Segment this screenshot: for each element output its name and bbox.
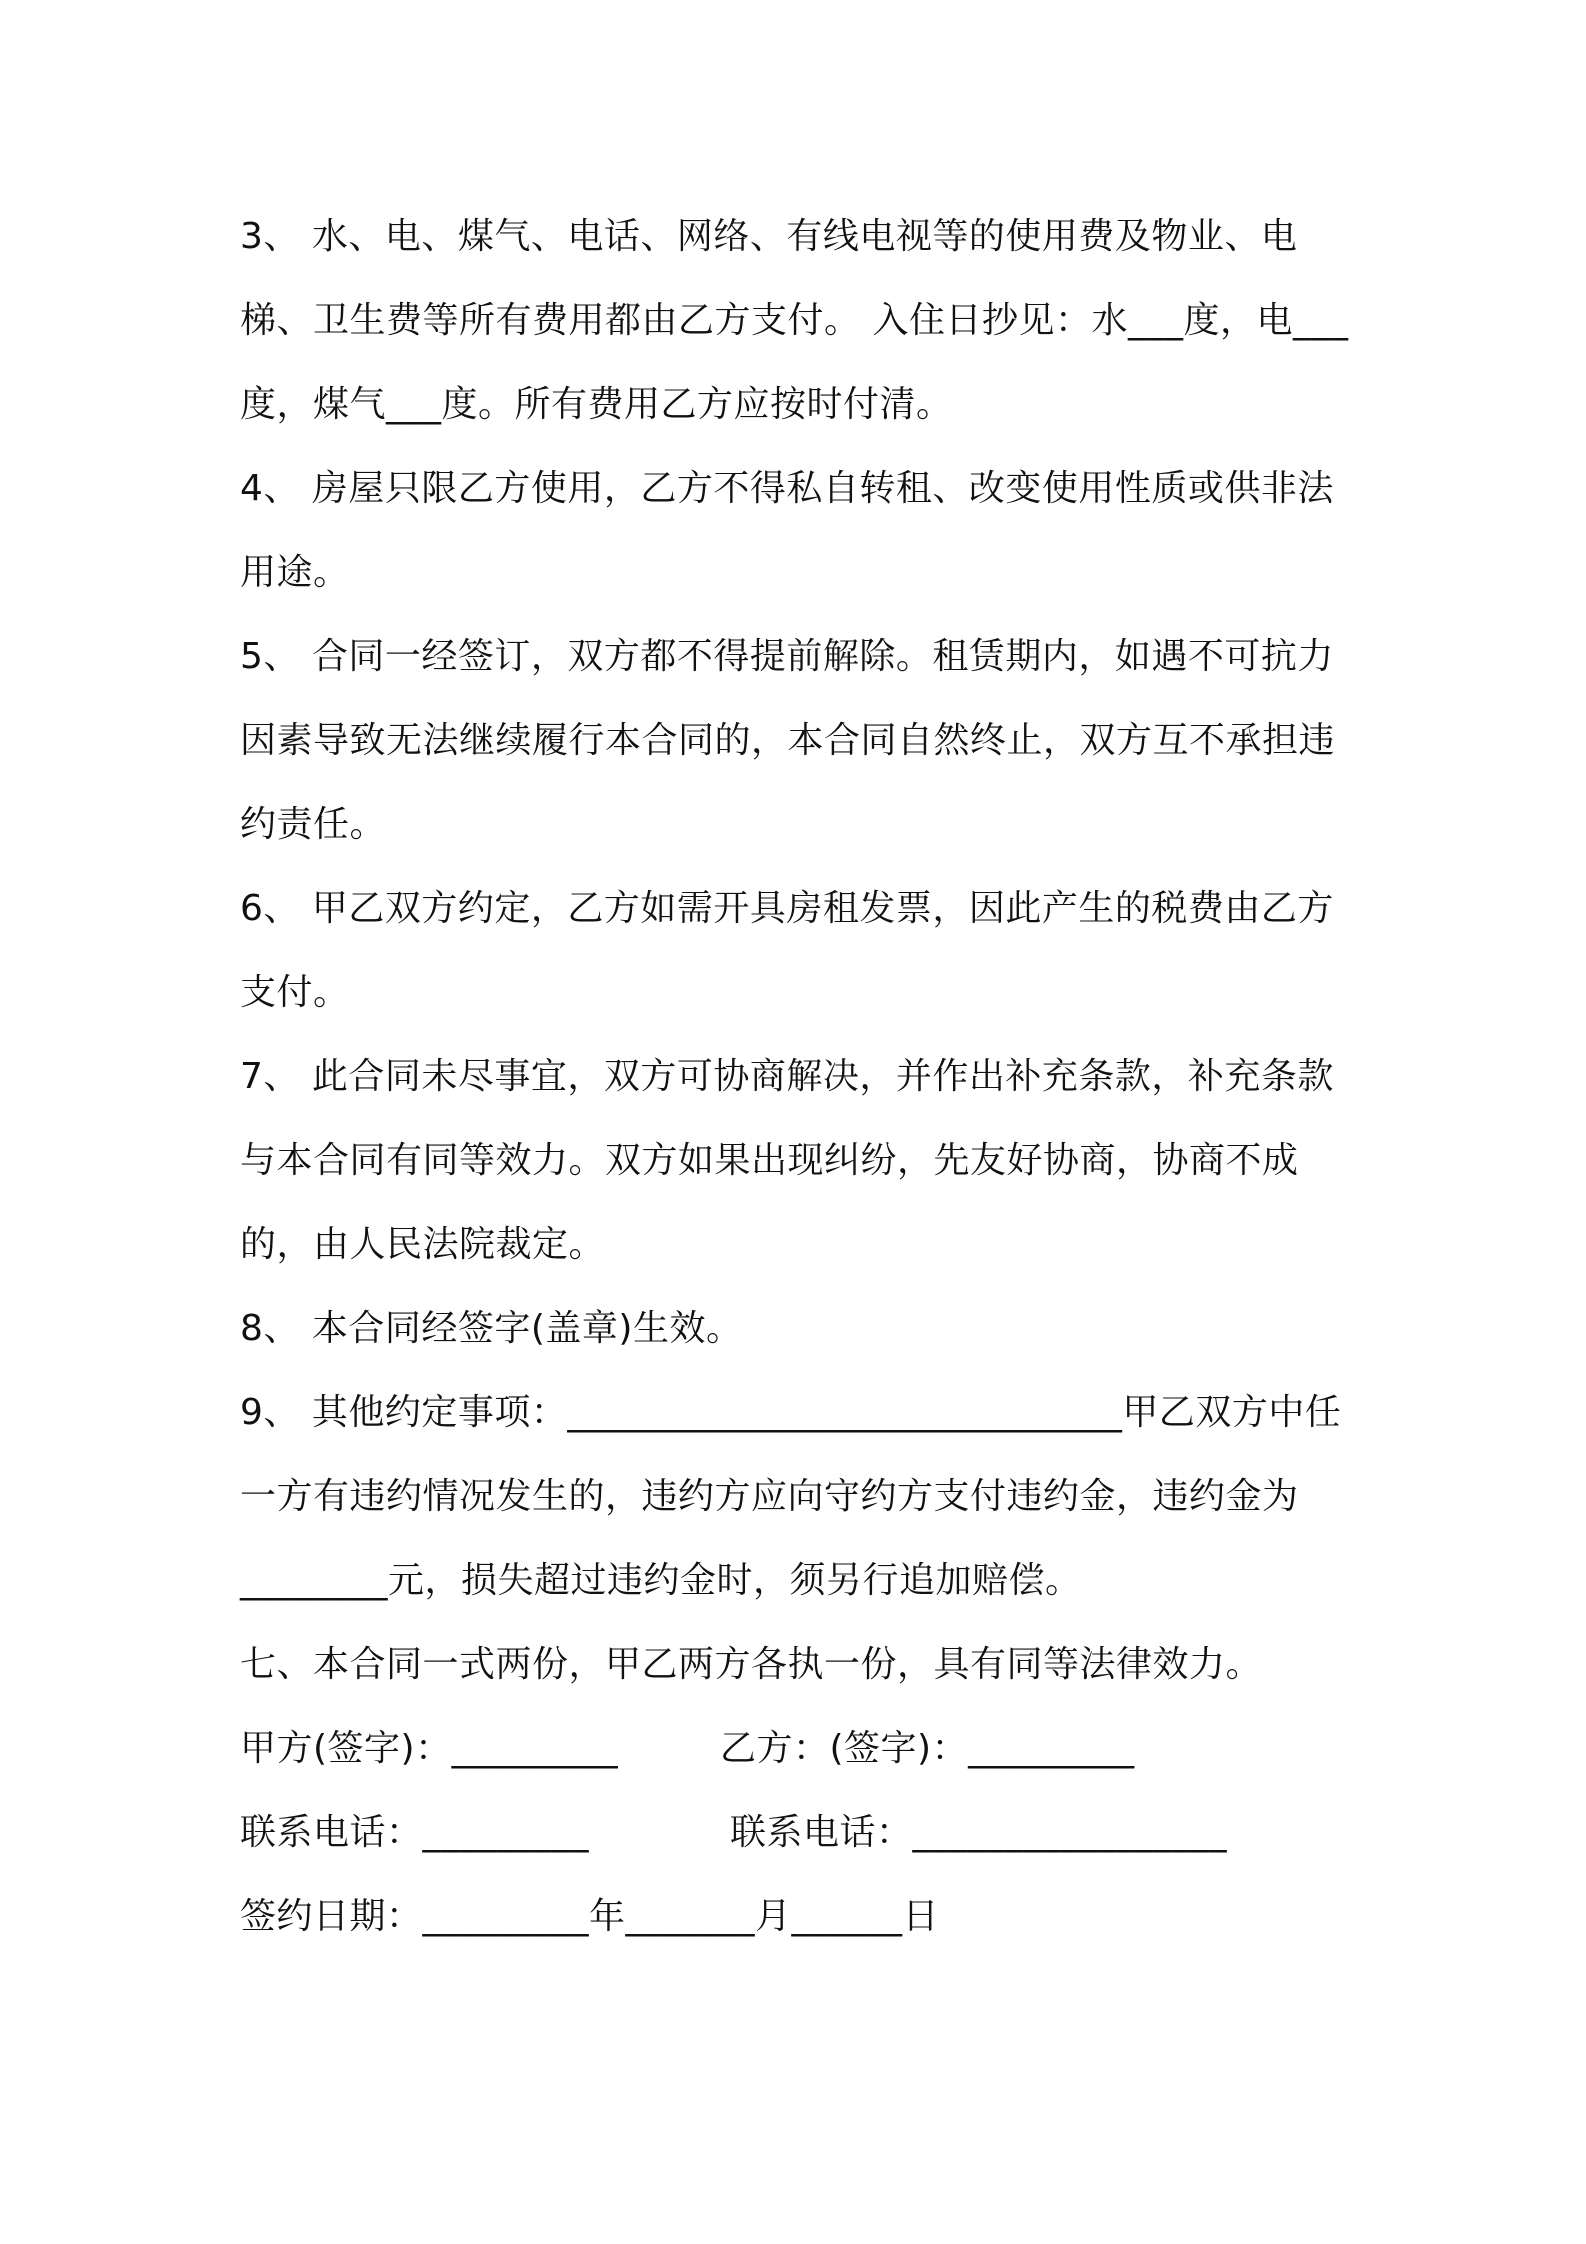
signature-row: [240, 1707, 1360, 1791]
clause-8: 8、 本合同经签字(盖章)生效。: [240, 1308, 743, 1349]
party-a-phone: 联系电话：_________: [240, 1812, 590, 1853]
sign-date: 签约日期：_________年_______月______日: [240, 1896, 940, 1937]
party-a-signature: 甲方(签字)：_________: [240, 1728, 619, 1769]
clause-4: 4、 房屋只限乙方使用，乙方不得私自转租、改变使用性质或供非法用途。: [240, 468, 1334, 593]
clause-9: 9、 其他约定事项：______________________________甲乙双方中任一方有违约情况发生的，违约方应向守约方支付违约金，违约金为________元，损失超过违约金时，须另行追加赔偿。: [240, 1392, 1342, 1601]
phone-row: [240, 1791, 1360, 1875]
date-row: [240, 1875, 1360, 1959]
clause-copies: 七、本合同一式两份，甲乙两方各执一份，具有同等法律效力。: [240, 1644, 1263, 1685]
clause-3: 3、 水、电、煤气、电话、网络、有线电视等的使用费及物业、电梯、卫生费等所有费用都由乙方支付。 入住日抄见：水___度，电___度，煤气___度。所有费用乙方应按时付清。: [240, 216, 1349, 425]
clause-7: 7、 此合同未尽事宜，双方可协商解决，并作出补充条款，补充条款与本合同有同等效力。双方如果出现纠纷，先友好协商，协商不成的，由人民法院裁定。: [240, 1056, 1334, 1265]
party-b-phone: 联系电话：_________________: [730, 1812, 1228, 1853]
contract-body: [240, 195, 1360, 1959]
clause-6: 6、 甲乙双方约定，乙方如需开具房租发票，因此产生的税费由乙方支付。: [240, 888, 1334, 1013]
clause-5: 5、 合同一经签订，双方都不得提前解除。租赁期内，如遇不可抗力因素导致无法继续履行本合同的，本合同自然终止，双方互不承担违约责任。: [240, 636, 1336, 845]
party-b-signature: 乙方：(签字)：_________: [720, 1728, 1135, 1769]
